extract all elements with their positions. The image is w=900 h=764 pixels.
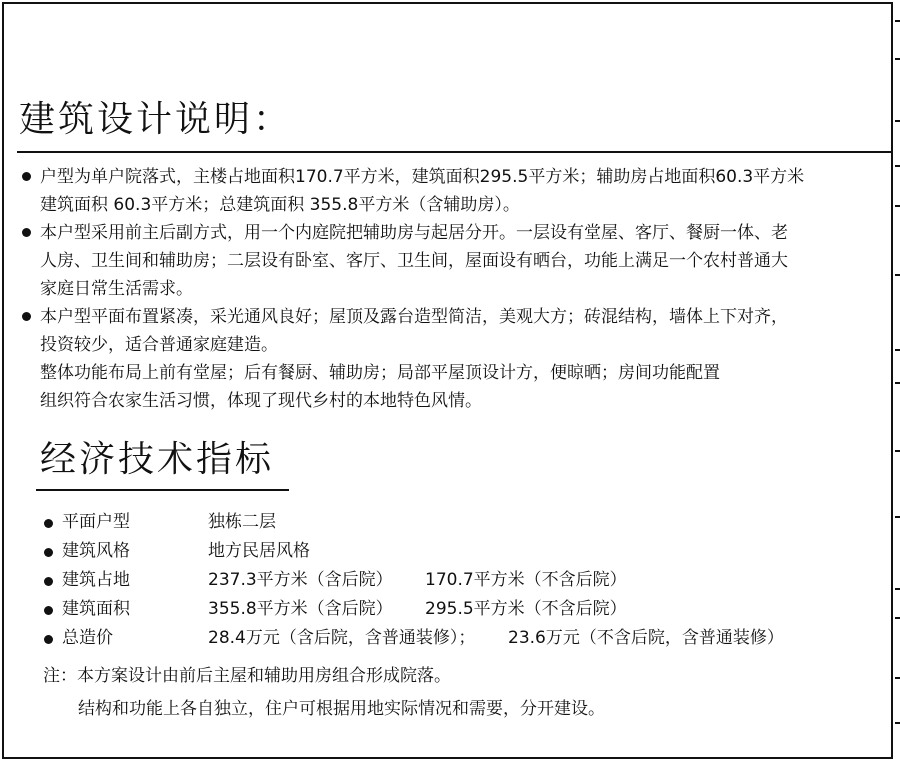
bullet-icon [44, 577, 53, 586]
note-line: 家庭日常生活需求。 [40, 279, 193, 299]
indicator-label: 建筑面积 [62, 599, 130, 619]
note-line: 建筑面积 60.3平方米；总建筑面积 355.8平方米（含辅助房）。 [40, 195, 520, 215]
bullet-icon [22, 312, 31, 321]
indicator-value-with-yard: 28.4万元（含后院，含普通装修）； [208, 628, 476, 648]
note-line: 组织符合农家生活习惯，体现了现代乡村的本地特色风情。 [40, 391, 482, 411]
indicators-underline [36, 489, 289, 491]
indicator-value-without-yard: 295.5平方米（不含后院） [425, 599, 627, 619]
bullet-icon [44, 519, 53, 528]
note-line: 人房、卫生间和辅助房；二层设有卧室、客厅、卫生间，屋面设有晒台，功能上满足一个农村普通大 [40, 251, 788, 271]
note-line: 本户型平面布置紧凑，采光通风良好；屋顶及露台造型简洁，美观大方；砖混结构，墙体上下对齐， [40, 307, 788, 327]
bullet-icon [22, 172, 31, 181]
indicator-value-with-yard: 237.3平方米（含后院） [208, 570, 393, 590]
bullet-icon [44, 548, 53, 557]
bullet-icon [44, 606, 53, 615]
design-notes-list [20, 163, 892, 415]
indicator-value: 独栋二层 [208, 512, 276, 532]
design-note-item-1 [20, 163, 892, 219]
note-line: 本户型采用前主后副方式，用一个内庭院把辅助房与起居分开。一层设有堂屋、客厅、餐厨一体、老 [40, 223, 788, 243]
edge-tick-marks [893, 0, 900, 764]
indicator-label: 建筑占地 [62, 570, 130, 590]
design-note-item-3 [20, 303, 892, 415]
indicator-value: 地方民居风格 [208, 541, 310, 561]
indicator-label: 建筑风格 [62, 541, 130, 561]
design-note-item-2 [20, 219, 892, 303]
indicator-label: 平面户型 [62, 512, 130, 532]
note-line: 户型为单户院落式，主楼占地面积170.7平方米，建筑面积295.5平方米；辅助房占地面积60.3平方米 [40, 167, 805, 187]
indicator-value-without-yard: 170.7平方米（不含后院） [425, 570, 627, 590]
footnote-line-2: 结构和功能上各自独立，住户可根据用地实际情况和需要，分开建设。 [78, 699, 605, 719]
note-line: 投资较少，适合普通家庭建造。 [40, 335, 278, 355]
bullet-icon [44, 635, 53, 644]
note-line: 整体功能布局上前有堂屋；后有餐厨、辅助房；局部平屋顶设计方，便晾晒；房间功能配置 [40, 363, 720, 383]
indicators-title: 经济技术指标 [40, 439, 275, 480]
indicator-label: 总造价 [62, 628, 113, 648]
design-notes-title: 建筑设计说明： [19, 99, 293, 140]
footnote-line-1: 注：本方案设计由前后主屋和辅助用房组合形成院落。 [43, 666, 451, 686]
indicator-value-with-yard: 355.8平方米（含后院） [208, 599, 393, 619]
design-notes-underline [17, 151, 892, 153]
bullet-icon [22, 228, 31, 237]
indicator-value-without-yard: 23.6万元（不含后院，含普通装修） [508, 628, 784, 648]
